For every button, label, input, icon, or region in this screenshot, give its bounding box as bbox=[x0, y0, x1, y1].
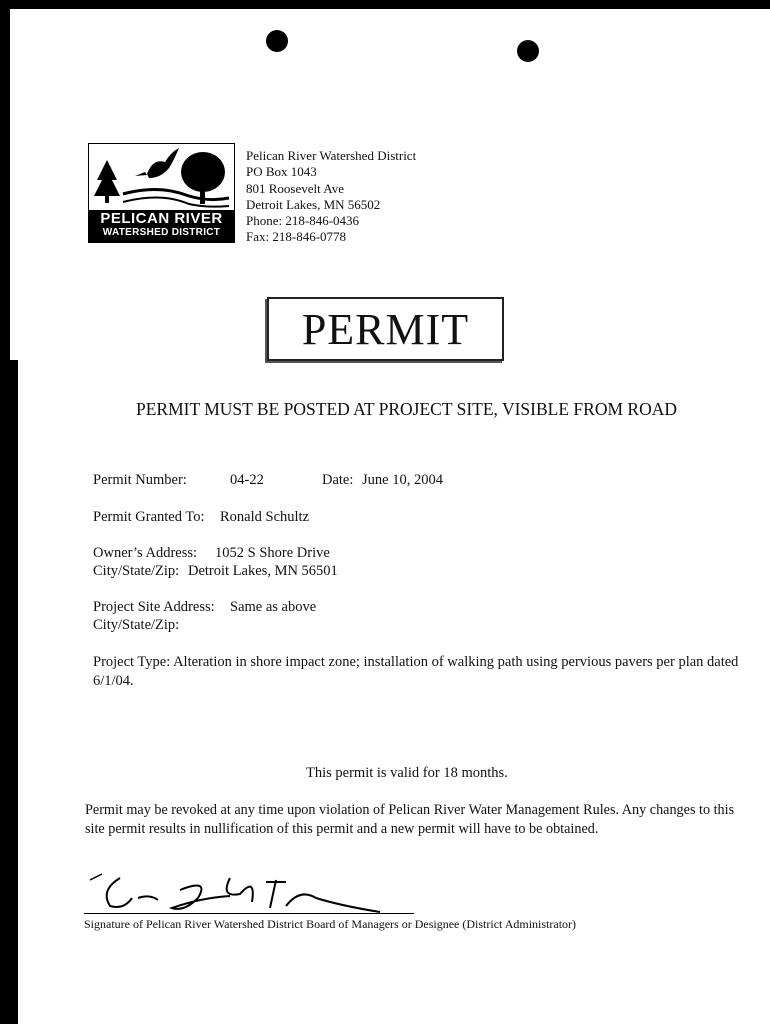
address-phone: Phone: 218-846-0436 bbox=[246, 213, 360, 229]
pelican-river-logo-art-icon bbox=[89, 144, 234, 210]
logo-text-band bbox=[89, 210, 234, 242]
administrator-signature-icon bbox=[80, 868, 400, 916]
permit-title-box bbox=[267, 297, 504, 361]
granted-to-label: Permit Granted To: bbox=[93, 509, 205, 525]
project-type-label: Project Type: bbox=[93, 654, 171, 670]
site-address-value: Same as above bbox=[230, 599, 317, 615]
date-value: June 10, 2004 bbox=[362, 472, 443, 488]
project-type bbox=[93, 653, 743, 691]
owner-address-value: 1052 S Shore Drive bbox=[215, 545, 330, 561]
district-address-block bbox=[246, 148, 416, 246]
project-type-value: Alteration in shore impact zone; installation of walking path using pervious pavers per plan dated 6/1/04. bbox=[93, 654, 739, 689]
site-address-label: Project Site Address: bbox=[93, 599, 215, 615]
granted-to-value: Ronald Schultz bbox=[220, 509, 310, 525]
owner-city-value: Detroit Lakes, MN 56501 bbox=[188, 563, 338, 579]
punch-hole-right bbox=[517, 40, 539, 62]
signature-line bbox=[84, 913, 414, 914]
validity-statement: This permit is valid for 18 months. bbox=[306, 765, 508, 781]
address-po-box: PO Box 1043 bbox=[246, 164, 317, 180]
owner-city-label: City/State/Zip: bbox=[93, 563, 180, 579]
logo-line-2: WATERSHED DISTRICT bbox=[102, 227, 221, 238]
owner-address-label: Owner’s Address: bbox=[93, 545, 198, 561]
permit-number-value: 04-22 bbox=[230, 472, 264, 488]
site-city-label: City/State/Zip: bbox=[93, 617, 180, 633]
posting-notice: PERMIT MUST BE POSTED AT PROJECT SITE, VISIBLE FROM ROAD bbox=[136, 399, 677, 419]
date-label: Date: bbox=[322, 472, 354, 488]
logo-line-1: PELICAN RIVER bbox=[100, 210, 223, 227]
address-city: Detroit Lakes, MN 56502 bbox=[246, 196, 381, 212]
revocation-statement: Permit may be revoked at any time upon violation of Pelican River Water Management Rules. Any changes to this site permit results in nullification of this permit and a new permit will have to be obtained. bbox=[85, 802, 735, 837]
permit-title: PERMIT bbox=[301, 304, 470, 354]
scan-top-edge bbox=[0, 0, 770, 9]
address-org-name: Pelican River Watershed District bbox=[246, 148, 417, 163]
permit-number-label: Permit Number: bbox=[93, 472, 187, 488]
address-fax: Fax: 218-846-0778 bbox=[246, 229, 347, 245]
scan-left-shadow bbox=[8, 360, 18, 1024]
signature-caption: Signature of Pelican River Watershed District Board of Managers or Designee (District Administrator) bbox=[84, 917, 577, 931]
punch-hole-left bbox=[266, 30, 288, 52]
district-logo bbox=[88, 143, 235, 243]
address-street: 801 Roosevelt Ave bbox=[246, 180, 344, 196]
